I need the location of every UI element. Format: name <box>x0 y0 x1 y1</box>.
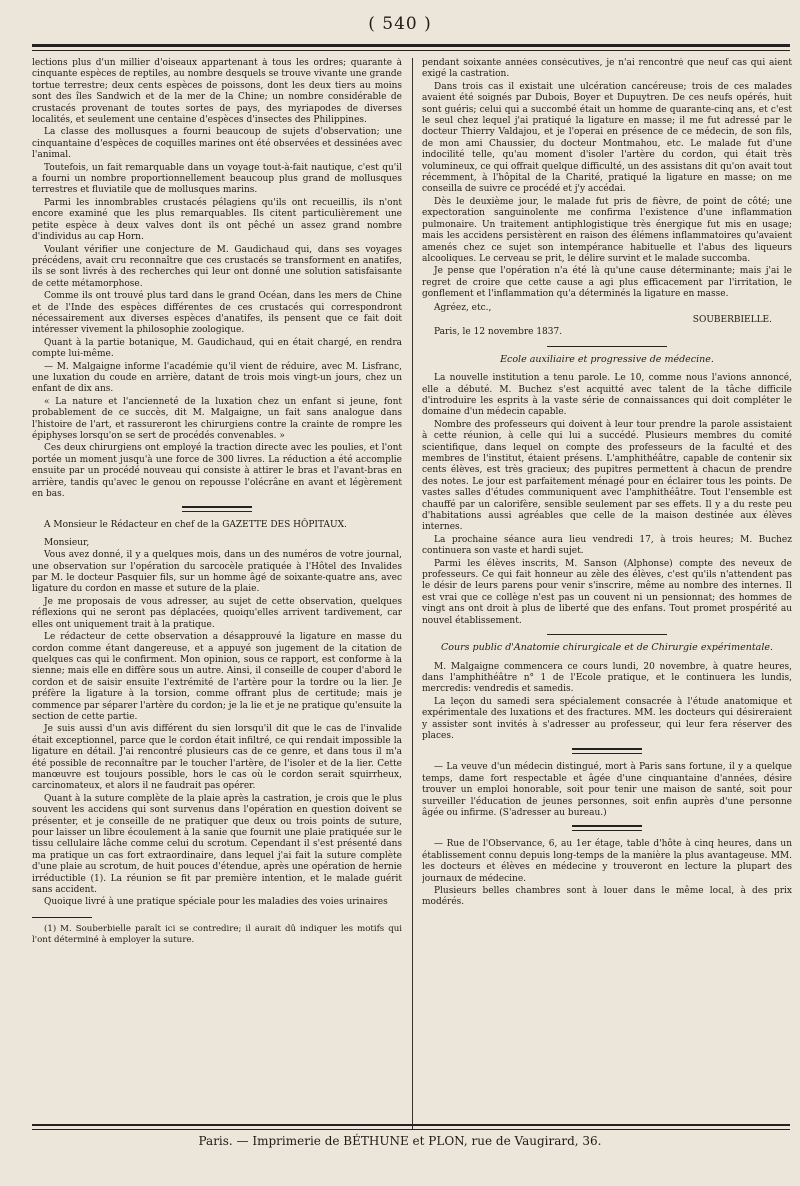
left-paragraph: Voulant vérifier une conjecture de M. Gaudichaud qui, dans ses voyages précédens, avait cru reconnaître que ces crustacés se transforment en anatifes, ils se sont livrés à des recherches qui leur ont donné une solution satisfaisante de cette métamorphose. <box>32 244 402 289</box>
letter-salutation: Monsieur, <box>44 537 90 548</box>
letter-continuation: Dès le deuxième jour, le malade fut pris de fièvre, de point de côté; une expectoration sanguinolente me confirma l'existence d'une inflammation pulmonaire. Un traitement antiphlogistique très énergique fut mis en usage; mais les accidens persistèrent en raison des élémens inflammatoires qu'avaient amenés chez ce sujet son intempérance habituelle et l'abus des liqueurs alcooliques. Le cerveau se prit, le délire survint et le malade succomba. <box>422 196 792 264</box>
footnote-rule <box>32 917 92 918</box>
letter-dateline: Paris, le 12 novembre 1837. <box>434 327 563 338</box>
section-separator <box>572 825 642 831</box>
left-paragraph: « La nature et l'ancienneté de la luxation chez un enfant si jeune, font probablement de ce succès, dit M. Malgaigne, un fait sans analogue dans l'histoire de l'art, et rassureront les chirurgiens contre la crainte de rompre les épiphyses lorsqu'on se sert de procédés convenables. » <box>32 396 402 441</box>
section-paragraph: La leçon du samedi sera spécialement consacrée à l'étude anatomique et expérimentale des luxations et des fractures. MM. les docteurs qui désireraient y assister sont invités à s'adresser au professeur, qui leur fera réserver des places. <box>422 696 792 741</box>
section-paragraph: Nombre des professeurs qui doivent à leur tour prendre la parole assistaient à cette réunion, à celle qui lui a succédé. Plusieurs membres du comité scientifique, dans lequel on compte des professeurs de la faculté et des membres de l'institut, étaient présens. L'amphithéâtre, capable de contenir six cents élèves, est très gracieux; des pupitres permettent à chacun de prendre des notes. Le jour est parfaitement ménagé pour en éclairer tous les points. De vastes salles d'études communiquent avec l'amphithéâtre. Tout l'ensemble est chauffé par un calorifère, sensible seulement par ses effets. Il y a du reste peu d'habitations aussi agréables que celle de la maison destinée aux élèves internes. <box>422 419 792 533</box>
notice-paragraph: — La veuve d'un médecin distingué, mort à Paris sans fortune, il y a quelque temps, dame fort respectable et âgée d'une cinquantaine d'années, désire trouver un emploi honorable, soit pour tenir une maison de santé, soit pour surveiller l'éducation de jeunes personnes, soit enfin auprès d'une personne âgée ou infirme. (S'adresser au bureau.) <box>422 762 792 818</box>
letter-signature: SOUBERBIELLE. <box>692 314 772 325</box>
section-paragraph: La prochaine séance aura lieu vendredi 17, à trois heures; M. Buchez continuera son vaste et hardi sujet. <box>422 534 792 557</box>
left-paragraph: — M. Malgaigne informe l'académie qu'il vient de réduire, avec M. Lisfranc, une luxation du coude en arrière, datant de trois mois vingt-un jours, chez un enfant de dix ans. <box>32 361 402 395</box>
left-paragraph: Parmi les innombrables crustacés pélagiens qu'ils ont recueillis, ils n'ont encore examiné que les plus remarquables. Ils citent particulièrement une petite espèce à deux valves dont ils ont pêché un assez grand nombre d'individus au cap Horn. <box>32 197 402 243</box>
section-title: Cours public d'Anatomie chirurgicale et de Chirurgie expérimentale. <box>440 642 773 654</box>
letter-paragraph: Je suis aussi d'un avis différent du sien lorsqu'il dit que le cas de l'invalide était exceptionnel, parce que le cordon était infiltré, ce qui rendait impossible la ligature en détail. J'ai rencontré plusieurs cas de ce genre, et dans tous il m'a été possible de reconnaître par le toucher l'artère, de l'isoler et de la lier. Cette manœuvre est toujours possible, hors le cas où le cordon serait squirrheux, carcinomateux, et alors il ne faudrait pas opérer. <box>32 724 402 792</box>
letter-continuation: Je pense que l'opération n'a été là qu'une cause déterminante; mais j'ai le regret de croire que cette cause a agi plus efficacement par l'irritation, le gonflement et l'inflammation qu'a déterminés la ligature en masse. <box>422 266 792 300</box>
notice-paragraph: — Rue de l'Observance, 6, au 1er étage, table d'hôte à cinq heures, dans un établissement connu depuis long-temps de la manière la plus avantageuse. MM. les docteurs et élèves en médecine y trouveront en lecture la plupart des journaux de médecine. <box>422 839 792 884</box>
right-column <box>422 58 792 1120</box>
imprint-rule <box>32 1124 790 1130</box>
top-rule <box>32 44 790 51</box>
section-paragraph: M. Malgaigne commencera ce cours lundi, 20 novembre, à quatre heures, dans l'amphithéâtre n° 1 de l'Ecole pratique, et le continuera les lundis, mercredis: vendredis et samedis. <box>422 661 792 695</box>
letter-signoff: Agréez, etc., <box>434 302 492 313</box>
letter-continuation: Dans trois cas il existait une ulcération cancéreuse; trois de ces malades avaient été soignés par Dubois, Boyer et Dupuytren. De ces neufs opérés, huit sont guéris; celui qui a succombé était un homme de quarante-cinq ans, et c'est le seul chez lequel j'ai pratiqué la ligature en masse; il me fut adressé par le docteur Thierry Valdajou, et je l'operai en présence de ce médecin, de son fils, de mon ami Chaussier, du docteur Montmahou, etc. Le malade fut d'une indocilité telle, qu'au moment d'isoler l'artère du cordon, qui était très volumineux, ce qui offrait quelque difficulté, un des assistans dit qu'on avait tout récemment, à l'hôpital de la Charité, pratiqué la ligature en masse; on me conseilla de suivre ce procédé et j'y accédai. <box>422 81 792 195</box>
letter-paragraph: Le rédacteur de cette observation a désapprouvé la ligature en masse du cordon comme étant dangereuse, et a appuyé son jugement de la citation de quelques cas qui le confirment. Mon opinion, sous ce rapport, est conforme à la sienne; mais elle en diffère sous un autre. Ainsi, il conseille de couper d'abord le cordon et de saisir ensuite l'extrémité de l'artère pour la tordre ou la lier. Je préfère la ligature à la torsion, comme offrant plus de certitude; mais je commence par séparer l'artère du cordon; je la lie et je ne pratique qu'ensuite la section de cette partie. <box>32 632 402 722</box>
notice-paragraph: Plusieurs belles chambres sont à louer dans le même local, à des prix modérés. <box>422 886 792 908</box>
letter-paragraph: Quant à la suture complète de la plaie après la castration, je crois que le plus souvent les accidens qui sont survenus dans l'opération en question doivent se présenter, et je conseille de ne pratiquer que deux ou trois points de suture, pour laisser un libre écoulement à la sanie que fournit une plaie pratiquée sur le tissu cellulaire lâche comme celui du scrotum. Cependant il s'est présenté dans ma pratique un cas fort extraordinaire, dans lequel j'ai fait la suture complète d'une plaie au scrotum, de huit pouces d'étendue, après une opération de hernie irréductible (1). La réunion se fit par première intention, et le malade guérit sans accident. <box>32 793 402 896</box>
page-number: ( 540 ) <box>368 14 432 34</box>
section-separator <box>182 506 252 512</box>
section-title: Ecole auxiliaire et progressive de médecine. <box>500 353 714 365</box>
left-paragraph: lections plus d'un millier d'oiseaux appartenant à tous les ordres; quarante à cinquante espèces de reptiles, au nombre desquels se trouve vivante une grande tortue terrestre; deux cents espèces de poissons, dont les deux tiers au moins sont des îles Sandwich et de la mer de la Chine; un nombre considérable de crustacés provenant de toutes sortes de pays, des myriapodes de diverses localités, et seulement une centaine d'espèces d'insectes des Philippines. <box>32 58 402 126</box>
letter-continuation: pendant soixante années consécutives, je n'ai rencontré que neuf cas qui aient exigé la castration. <box>422 58 792 80</box>
column-divider <box>412 58 413 1130</box>
section-separator <box>572 748 642 754</box>
left-paragraph: Comme ils ont trouvé plus tard dans le grand Océan, dans les mers de Chine et de l'Inde des espèces différentes de ces crustacés qui correspondront nécessairement aux diverses espèces d'anatifes, ils pensent que ce fait doit intéresser vivement la philosophie zoologique. <box>32 291 402 336</box>
letter-paragraph: Je me proposais de vous adresser, au sujet de cette observation, quelques réflexions qui ne seront pas déplacées, quoiqu'elles arrivent tardivement, car elles ont uniquement trait à la pratique. <box>32 596 402 630</box>
section-paragraph: Parmi les élèves inscrits, M. Sanson (Alphonse) compte des neveux de professeurs. Ce qui fait honneur au zèle des élèves, c'est qu'ils n'attendent pas le désir de leurs parens pour venir s'inscrire, même au nombre des internes. Il est vrai que ce collège n'est pas un couvent ni un pensionnat; des hommes de vingt ans ont droit à plus de liberté que des enfans. Tout promet prospérité au nouvel établissement. <box>422 558 792 626</box>
left-paragraph: La classe des mollusques a fourni beaucoup de sujets d'observation; une cinquantaine d'espèces de coquilles marines ont été observées et dessinées avec l'animal. <box>32 127 402 161</box>
left-paragraph: Quant à la partie botanique, M. Gaudichaud, qui en était chargé, en rendra compte lui-même. <box>32 337 402 360</box>
left-paragraph: Ces deux chirurgiens ont employé la traction directe avec les poulies, et l'ont portée un moment jusqu'à une force de 300 livres. La réduction a été accomplie ensuite par un procédé nouveau qui consiste à attirer le bras et l'avant-bras en arrière, tandis qu'avec le genou on repousse l'olécrâne en avant et légèrement en bas. <box>32 443 402 500</box>
letter-heading: A Monsieur le Rédacteur en chef de la GAZETTE DES HÔPITAUX. <box>44 520 347 531</box>
left-paragraph: Toutefois, un fait remarquable dans un voyage tout-à-fait nautique, c'est qu'il a fourni un nombre proportionnellement beaucoup plus grand de mollusques terrestres et fluviatile que de mollusques marins. <box>32 162 402 196</box>
section-paragraph: La nouvelle institution a tenu parole. Le 10, comme nous l'avions annoncé, elle a débuté. M. Buchez s'est acquitté avec talent de la tâche difficile d'introduire les esprits à la vaste série de connaissances qui doit compléter le domaine d'un médecin capable. <box>422 373 792 418</box>
section-separator <box>547 346 667 347</box>
footnote: (1) M. Souberbielle paraît ici se contredire; il aurait dû indiquer les motifs qui l'ont déterminé à employer la suture. <box>32 923 402 945</box>
section-separator <box>547 634 667 635</box>
letter-paragraph: Vous avez donné, il y a quelques mois, dans un des numéros de votre journal, une observation sur l'opération du sarcocèle pratiquée à l'Hôtel des Invalides par M. le docteur Pasquier fils, sur un homme âgé de soixante-quatre ans, avec ligature du cordon en masse et suture de la plaie. <box>32 550 402 595</box>
left-column <box>32 58 402 1120</box>
letter-paragraph: Quoique livré à une pratique spéciale pour les maladies des voies urinaires <box>44 897 388 908</box>
printer-imprint: Paris. — Imprimerie de BÉTHUNE et PLON, rue de Vaugirard, 36. <box>198 1134 602 1148</box>
